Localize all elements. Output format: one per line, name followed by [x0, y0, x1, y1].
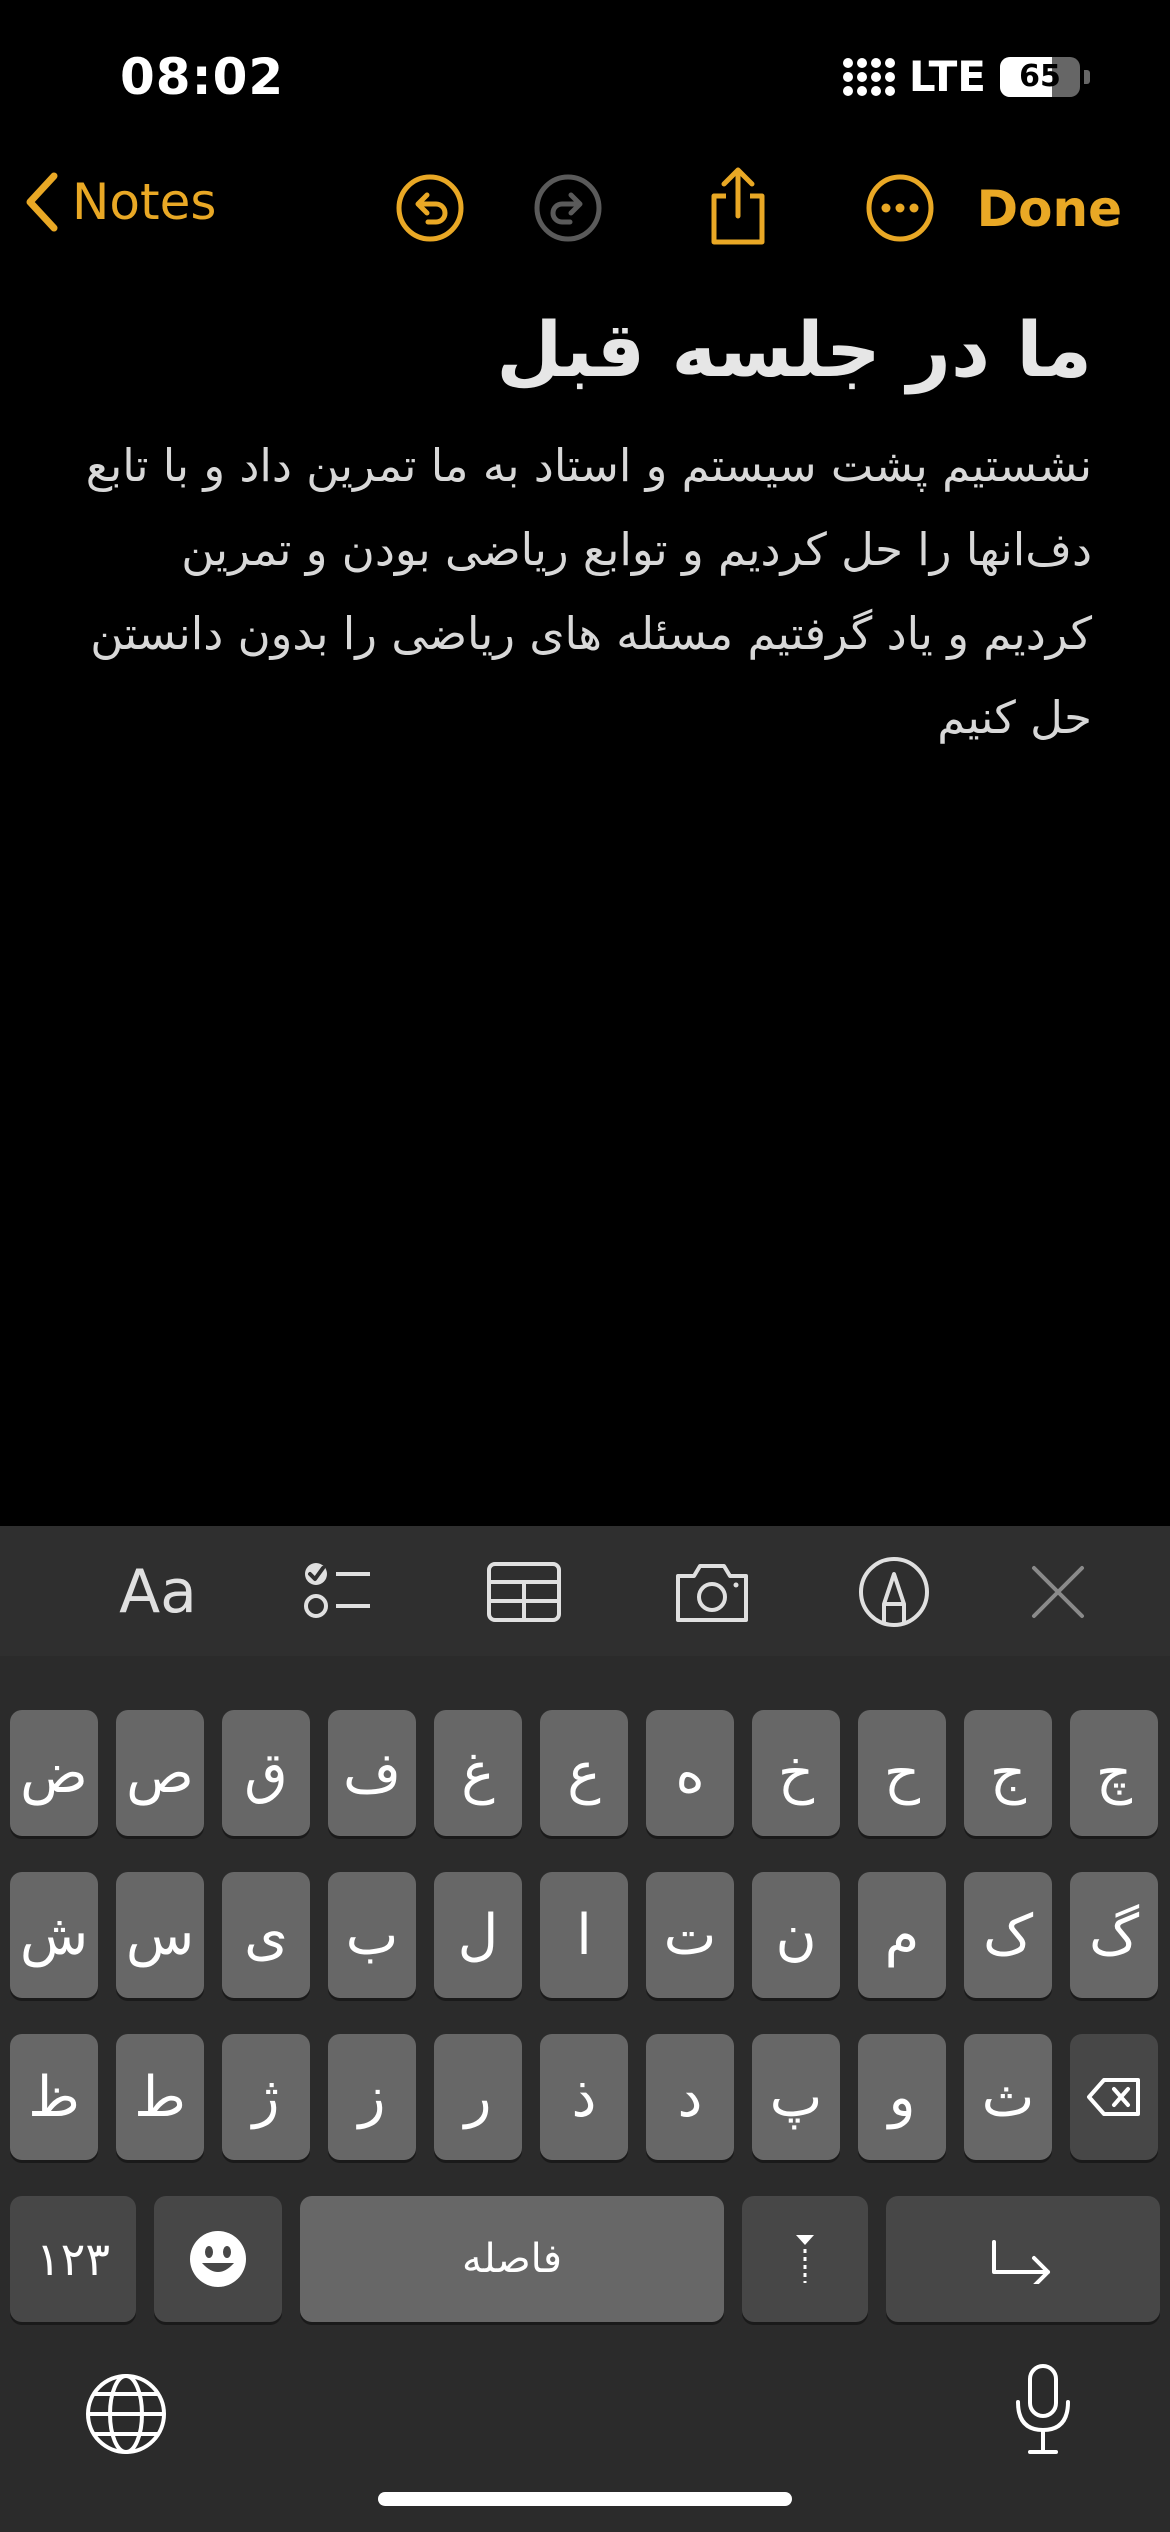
key[interactable]: ه: [646, 1710, 734, 1836]
key[interactable]: غ: [434, 1710, 522, 1836]
key[interactable]: ق: [222, 1710, 310, 1836]
delete-backward-icon: [1086, 2077, 1142, 2117]
text-format-button[interactable]: Aa: [119, 1557, 197, 1627]
key[interactable]: خ: [752, 1710, 840, 1836]
note-title[interactable]: ما در جلسه قبل: [496, 305, 1092, 394]
key[interactable]: ح: [858, 1710, 946, 1836]
key[interactable]: د: [646, 2034, 734, 2160]
key-row-4: [0, 2196, 1170, 2322]
back-label: Notes: [72, 173, 217, 231]
key[interactable]: ل: [434, 1872, 522, 1998]
markup-pen-icon[interactable]: [856, 1554, 932, 1630]
key[interactable]: ر: [434, 2034, 522, 2160]
key[interactable]: گ: [1070, 1872, 1158, 1998]
home-indicator: [378, 2492, 792, 2506]
key[interactable]: ب: [328, 1872, 416, 1998]
key[interactable]: ظ: [10, 2034, 98, 2160]
key[interactable]: م: [858, 1872, 946, 1998]
status-time: 08:02: [120, 48, 285, 106]
more-options-icon[interactable]: [864, 172, 936, 244]
redo-icon[interactable]: [532, 172, 604, 244]
key[interactable]: ن: [752, 1872, 840, 1998]
keyboard: [0, 1526, 1170, 2532]
camera-icon[interactable]: [672, 1554, 752, 1630]
key[interactable]: ا: [540, 1872, 628, 1998]
key[interactable]: ث: [964, 2034, 1052, 2160]
numbers-key[interactable]: ۱۲۳: [10, 2196, 136, 2322]
table-icon[interactable]: [486, 1554, 562, 1630]
formatting-toolbar: [0, 1526, 1170, 1656]
key[interactable]: و: [858, 2034, 946, 2160]
backspace-key[interactable]: [1070, 2034, 1158, 2160]
zwnj-icon: [790, 2229, 820, 2289]
share-icon[interactable]: [700, 166, 776, 248]
close-icon[interactable]: [1020, 1554, 1096, 1630]
key[interactable]: ز: [328, 2034, 416, 2160]
microphone-icon[interactable]: [1010, 2362, 1076, 2458]
return-key[interactable]: [886, 2196, 1160, 2322]
chevron-left-icon: [22, 170, 62, 234]
undo-icon[interactable]: [394, 172, 466, 244]
key[interactable]: ج: [964, 1710, 1052, 1836]
back-button[interactable]: [22, 170, 216, 234]
key[interactable]: ط: [116, 2034, 204, 2160]
key[interactable]: ذ: [540, 2034, 628, 2160]
globe-icon[interactable]: [84, 2372, 168, 2456]
network-type: LTE: [908, 52, 986, 101]
key[interactable]: ض: [10, 1710, 98, 1836]
done-button[interactable]: Done: [976, 180, 1122, 238]
battery-icon: [1000, 57, 1080, 97]
key[interactable]: ت: [646, 1872, 734, 1998]
key-row-2: [0, 1872, 1170, 1998]
key[interactable]: ی: [222, 1872, 310, 1998]
note-body[interactable]: نشستیم پشت سیستم و استاد به ما تمرین داد و با تابع دف‌انها را حل کردیم و توابع ریاضی بودن و تمرین کردیم و یاد گرفتیم مسئله های ریاضی را بدون دانستن حل کنیم: [85, 439, 1092, 744]
key[interactable]: ژ: [222, 2034, 310, 2160]
key[interactable]: ص: [116, 1710, 204, 1836]
note-editor[interactable]: [70, 300, 1092, 760]
key[interactable]: ک: [964, 1872, 1052, 1998]
key[interactable]: ع: [540, 1710, 628, 1836]
cellular-signal-icon: [843, 58, 895, 96]
status-indicators: [843, 52, 1090, 101]
return-icon: [988, 2234, 1058, 2284]
key[interactable]: پ: [752, 2034, 840, 2160]
zero-width-joiner-key[interactable]: [742, 2196, 868, 2322]
checklist-icon[interactable]: [300, 1554, 376, 1630]
space-key[interactable]: فاصله: [300, 2196, 724, 2322]
navigation-bar: [0, 150, 1170, 270]
emoji-icon: [188, 2229, 248, 2289]
key-row-1: [0, 1710, 1170, 1836]
key-row-3: [0, 2034, 1170, 2160]
key[interactable]: چ: [1070, 1710, 1158, 1836]
key[interactable]: س: [116, 1872, 204, 1998]
battery-percent: 65: [1019, 59, 1061, 94]
key[interactable]: ف: [328, 1710, 416, 1836]
emoji-key[interactable]: [154, 2196, 282, 2322]
key[interactable]: ش: [10, 1872, 98, 1998]
